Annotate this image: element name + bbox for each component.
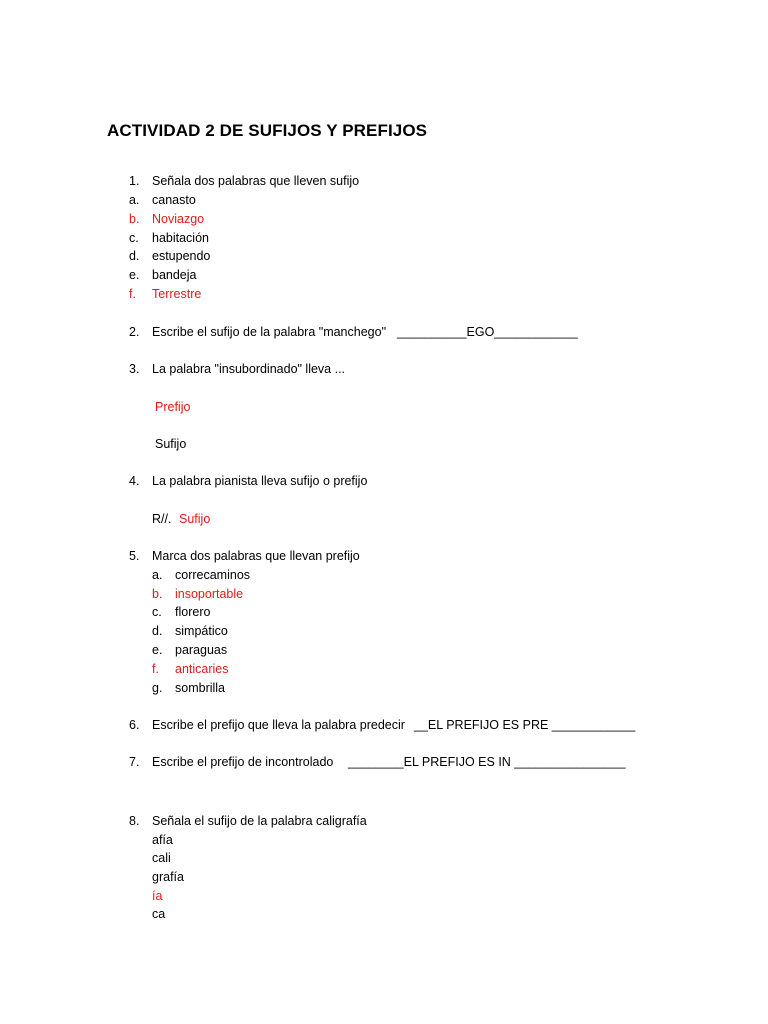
q1-option-a-text: canasto xyxy=(152,193,196,207)
q3-option-prefijo: Prefijo xyxy=(155,400,191,414)
q5-option-e-letter: e. xyxy=(152,643,163,657)
question-1-number: 1. xyxy=(129,174,140,188)
q1-option-b-text: Noviazgo xyxy=(152,212,205,226)
q1-option-d-letter: d. xyxy=(129,249,140,263)
q5-option-b-letter: b. xyxy=(152,587,163,601)
q5-option-g-letter: g. xyxy=(152,681,163,695)
q8-option-3: grafía xyxy=(152,870,184,884)
q1-option-f-letter: f. xyxy=(129,287,136,301)
question-5-text: Marca dos palabras que llevan prefijo xyxy=(152,549,360,563)
question-6-text: Escribe el prefijo que lleva la palabra predecir xyxy=(152,718,405,732)
question-6-number: 6. xyxy=(129,718,140,732)
q8-option-5: ca xyxy=(152,907,166,921)
question-2-text: Escribe el sufijo de la palabra "manchego" xyxy=(152,325,387,339)
q5-option-d-letter: d. xyxy=(152,624,163,638)
question-4-number: 4. xyxy=(129,474,140,488)
question-4-text: La palabra pianista lleva sufijo o prefijo xyxy=(152,474,368,488)
q1-option-c-text: habitación xyxy=(152,231,209,245)
q1-option-d-text: estupendo xyxy=(152,249,211,263)
q4-response-value: Sufijo xyxy=(179,512,211,526)
question-2-number: 2. xyxy=(129,325,140,339)
q5-option-c-letter: c. xyxy=(152,605,162,619)
question-3-text: La palabra "insubordinado" lleva ... xyxy=(152,362,346,376)
q5-option-e-text: paraguas xyxy=(175,643,228,657)
question-6-answer: __EL PREFIJO ES PRE ____________ xyxy=(414,718,636,732)
q5-option-a-text: correcaminos xyxy=(175,568,251,582)
q4-response-label: R//. xyxy=(152,512,172,526)
q3-option-sufijo: Sufijo xyxy=(155,437,187,451)
q5-option-g-text: sombrilla xyxy=(175,681,226,695)
q8-option-2: cali xyxy=(152,851,171,865)
question-8-number: 8. xyxy=(129,814,140,828)
question-5-number: 5. xyxy=(129,549,140,563)
q8-option-4: ía xyxy=(152,889,163,903)
question-7-text: Escribe el prefijo de incontrolado xyxy=(152,755,334,769)
question-2-answer: __________EGO____________ xyxy=(397,325,578,339)
q1-option-f-text: Terrestre xyxy=(152,287,202,301)
q8-option-1: afía xyxy=(152,833,173,847)
q1-option-a-letter: a. xyxy=(129,193,140,207)
q1-option-c-letter: c. xyxy=(129,231,139,245)
page-title: ACTIVIDAD 2 DE SUFIJOS Y PREFIJOS xyxy=(107,121,428,140)
question-7-answer: ________EL PREFIJO ES IN ________________ xyxy=(348,755,626,769)
question-7-number: 7. xyxy=(129,755,140,769)
q1-option-b-letter: b. xyxy=(129,212,140,226)
question-8-text: Señala el sufijo de la palabra caligrafía xyxy=(152,814,367,828)
q5-option-d-text: simpático xyxy=(175,624,228,638)
q5-option-a-letter: a. xyxy=(152,568,163,582)
question-1-text: Señala dos palabras que lleven sufijo xyxy=(152,174,360,188)
question-3-number: 3. xyxy=(129,362,140,376)
q5-option-b-text: insoportable xyxy=(175,587,244,601)
q1-option-e-letter: e. xyxy=(129,268,140,282)
q5-option-c-text: florero xyxy=(175,605,211,619)
q1-option-e-text: bandeja xyxy=(152,268,197,282)
q5-option-f-text: anticaries xyxy=(175,662,229,676)
q5-option-f-letter: f. xyxy=(152,662,159,676)
